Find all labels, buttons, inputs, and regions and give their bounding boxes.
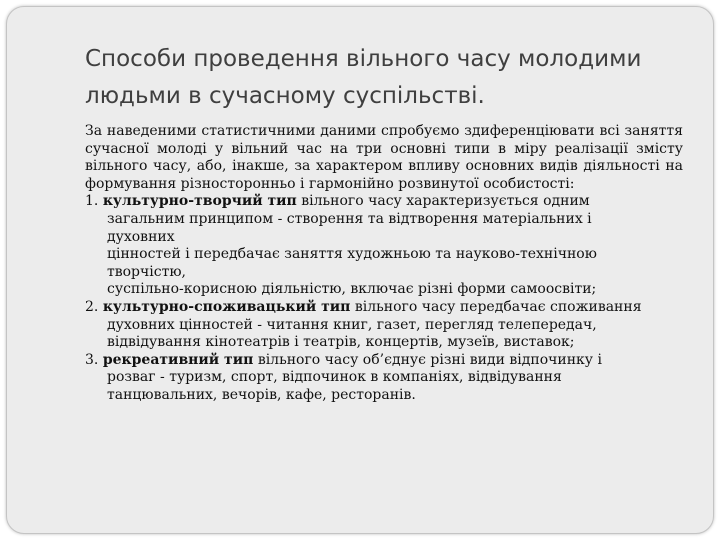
list-item-line: цінностей і передбачає заняття художньою та науково-технічною bbox=[107, 246, 597, 263]
list-item-2 bbox=[85, 299, 683, 352]
slide-title bbox=[85, 41, 685, 115]
list-item-text: вільного часу об’єднує різні види відпочинку і bbox=[253, 351, 602, 368]
type-term: культурно-споживацький тип bbox=[102, 298, 351, 315]
list-item-3 bbox=[85, 352, 683, 405]
list-number: 1. bbox=[85, 193, 99, 210]
slide-body bbox=[85, 123, 683, 405]
type-term: рекреативний тип bbox=[102, 351, 254, 368]
list-item-text: вільного часу передбачає споживання bbox=[350, 298, 642, 315]
list-item-line: танцювальних, вечорів, кафе, ресторанів. bbox=[107, 386, 416, 403]
list-item-line: розваг - туризм, спорт, відпочинок в компаніях, відвідування bbox=[107, 369, 562, 386]
type-term: культурно-творчий тип bbox=[102, 193, 297, 210]
list-item-line: суспільно-корисною діяльністю, включає різні форми самоосвіти; bbox=[107, 281, 597, 298]
list-item-line: відвідування кінотеатрів і театрів, концертів, музеїв, виставок; bbox=[107, 334, 575, 351]
slide-title-line-1: Способи проведення вільного часу молодими bbox=[85, 46, 642, 72]
slide-title-line-2: людьми в сучасному суспільстві. bbox=[85, 83, 485, 109]
list-item-line: загальним принципом - створення та відтворення матеріальних і bbox=[107, 210, 592, 227]
list-item-text: вільного часу характеризується одним bbox=[296, 193, 590, 210]
intro-paragraph: За наведеними статистичними даними спробуємо здиференціювати всі заняття сучасної молоді у вільний час на три основні типи в міру реалізації змісту вільного часу, або, інакше, за характером впливу основних видів діяльності на формування різносторонньо і гармонійно розвинутої особистості: bbox=[85, 123, 683, 192]
list-item-1 bbox=[85, 193, 683, 299]
list-item-line: духовних цінностей - читання книг, газет, перегляд телепередач, bbox=[107, 316, 597, 333]
list-item-line: духовних bbox=[107, 228, 175, 245]
list-number: 2. bbox=[85, 298, 99, 315]
list-item-line: творчістю, bbox=[107, 263, 186, 280]
slide-frame bbox=[6, 6, 714, 534]
list-number: 3. bbox=[85, 351, 99, 368]
